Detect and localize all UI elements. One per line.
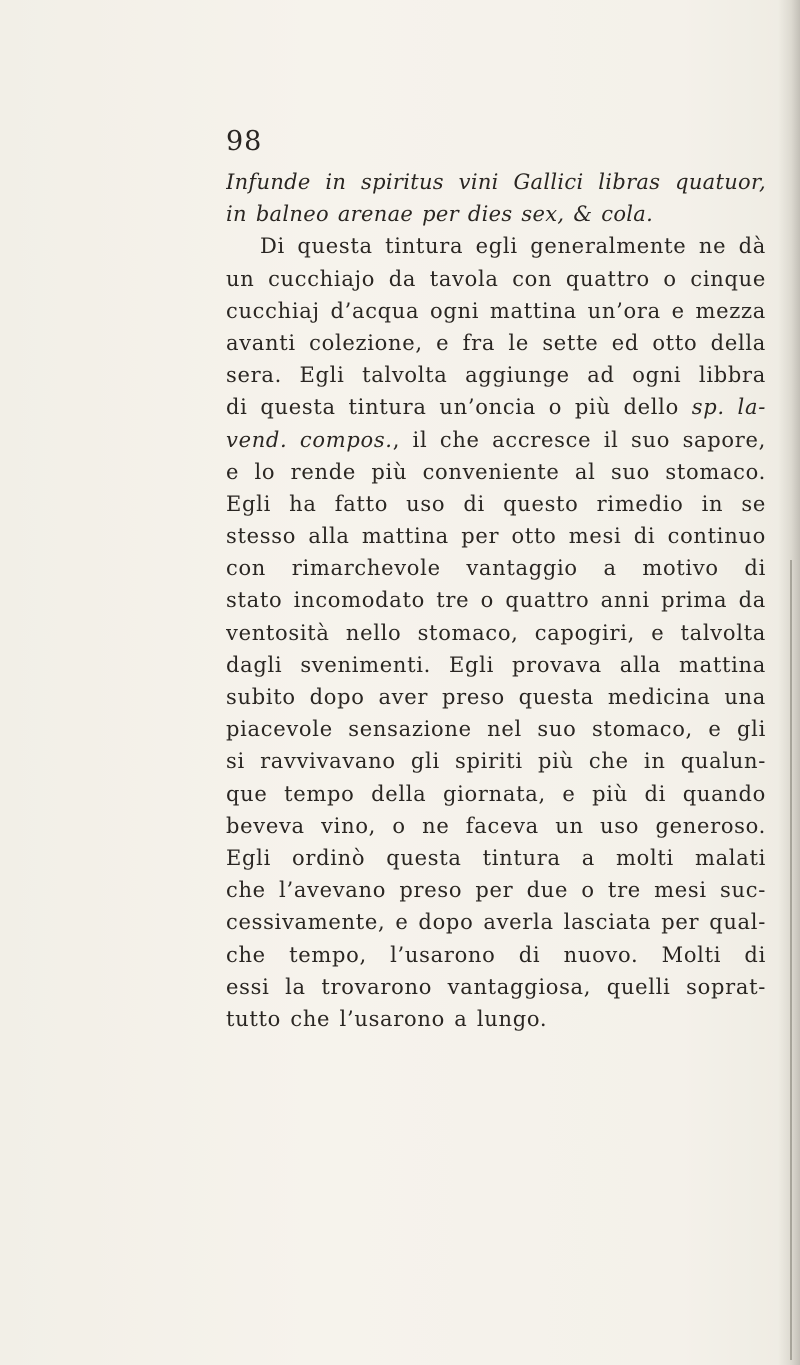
latin-recipe-line-1: Infunde in spiritus vini Gallici libras quatuor, bbox=[226, 170, 766, 194]
latin-recipe-line-2: in balneo arenae per dies sex, & cola. bbox=[226, 202, 654, 227]
paragraph-line-6-latin: sp. la- bbox=[691, 395, 766, 420]
paragraph-line-4: avanti colezione, e fra le sette ed otto della bbox=[226, 330, 766, 355]
paragraph-line-7-text: , il che accresce il suo sapore, bbox=[392, 427, 766, 452]
paragraph-line-3: cucchiaj d’acqua ogni mattina un’ora e mezza bbox=[226, 298, 766, 323]
paragraph-line-19: beveva vino, o ne faceva un uso generoso. bbox=[226, 813, 766, 838]
paragraph-line-6 bbox=[226, 391, 766, 423]
text-body bbox=[226, 166, 766, 1035]
paragraph-line-10: stesso alla mattina per otto mesi di continuo bbox=[226, 524, 766, 549]
paragraph-line-5: sera. Egli talvolta aggiunge ad ogni libbra bbox=[226, 363, 766, 388]
paragraph-line-11: con rimarchevole vantaggio a motivo di bbox=[226, 556, 766, 581]
paragraph-line-25: tutto che l’usarono a lungo. bbox=[226, 1006, 548, 1031]
paragraph-line-20: Egli ordinò questa tintura a molti malati bbox=[226, 845, 766, 870]
paragraph-line-6-text: di questa tintura un’oncia o più dello bbox=[226, 395, 679, 420]
paragraph-line-15: subito dopo aver preso questa medicina una bbox=[226, 685, 766, 709]
paragraph-line-18: que tempo della giornata, e più di quando bbox=[226, 781, 766, 806]
paragraph-line-7 bbox=[226, 424, 766, 456]
paragraph-line-24: essi la trovarono vantaggiosa, quelli soprat- bbox=[226, 974, 766, 999]
paragraph-line-23: che tempo, l’usarono di nuovo. Molti di bbox=[226, 942, 766, 967]
paragraph-line-12: stato incomodato tre o quattro anni prima da bbox=[226, 588, 766, 613]
paragraph-line-21: che l’avevano preso per due o tre mesi suc- bbox=[226, 878, 766, 903]
paragraph-line-2: un cucchiajo da tavola con quattro o cinque bbox=[226, 266, 766, 291]
paragraph-line-8: e lo rende più conveniente al suo stomaco. bbox=[226, 459, 766, 484]
paragraph-line-9: Egli ha fatto uso di questo rimedio in se bbox=[226, 491, 766, 516]
paragraph-line-22: cessivamente, e dopo averla lasciata per qual- bbox=[226, 910, 766, 935]
paragraph-line-7-latin: vend. compos. bbox=[226, 427, 393, 452]
paragraph-line-13: ventosità nello stomaco, capogiri, e talvolta bbox=[226, 620, 766, 645]
page-edge-shadow bbox=[778, 0, 800, 1365]
paragraph-line-1: Di questa tintura egli generalmente ne dà bbox=[260, 234, 766, 259]
paragraph-line-14: dagli svenimenti. Egli provava alla mattina bbox=[226, 652, 766, 677]
page-edge-line bbox=[790, 560, 792, 1360]
paragraph-line-16: piacevole sensazione nel suo stomaco, e gli bbox=[226, 717, 766, 742]
paragraph-line-17: si ravvivavano gli spiriti più che in qualun- bbox=[226, 749, 766, 774]
page-number: 98 bbox=[226, 126, 263, 157]
